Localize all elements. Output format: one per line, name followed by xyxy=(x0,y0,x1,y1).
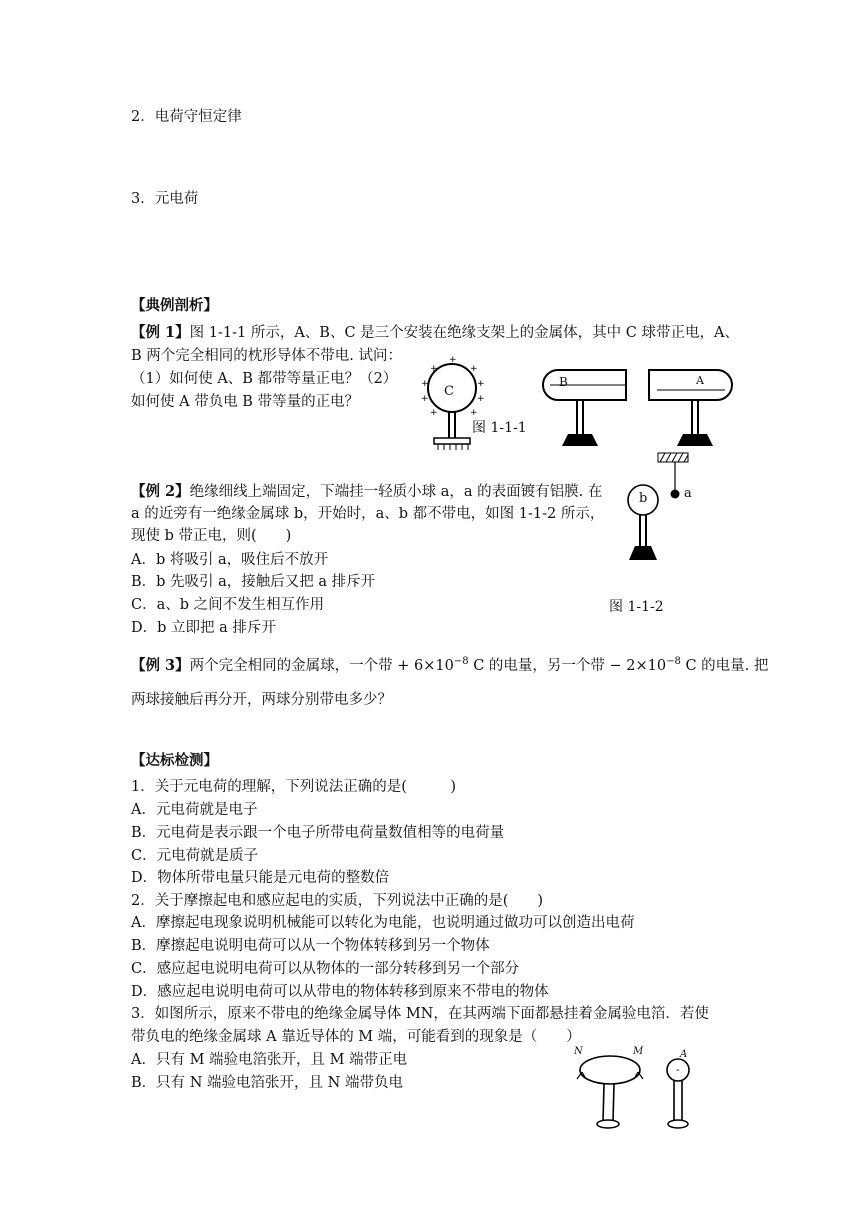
section-2-title: 2．电荷守恒定律 xyxy=(131,109,242,125)
example-3-text-a: 两个完全相同的金属球，一个带 + 6×10 xyxy=(189,657,454,674)
example-3-text-c: C 的电量. 把 xyxy=(680,657,769,674)
question-2-option-a: A．摩擦起电现象说明机械能可以转化为电能，也说明通过做功可以创造出电荷 xyxy=(131,915,635,931)
svg-text:+: + xyxy=(449,355,457,365)
question-1-option-a: A．元电荷就是电子 xyxy=(131,802,258,818)
figure-1-1-1-caption: 图 1-1-1 xyxy=(472,420,527,436)
svg-text:+: + xyxy=(421,394,429,404)
example-1-label: 【例 1】 xyxy=(131,324,190,341)
example-3-line-2: 两球接触后再分开，两球分别带电多少？ xyxy=(131,692,392,708)
example-1-text: 图 1-1-1 所示，A、B、C 是三个安装在绝缘支架上的金属体，其中 C 球带正电，A、 xyxy=(189,325,739,341)
section-3-title: 3．元电荷 xyxy=(131,191,199,207)
test-heading: 【达标检测】 xyxy=(131,752,218,769)
example-2-option-d: D．b 立即把 a 排斥开 xyxy=(131,620,276,636)
figure-1-1-2-label-b: b xyxy=(639,491,648,506)
figure-1-1-1-label-a: A xyxy=(696,374,704,387)
figure-1-1-1-sphere-c xyxy=(418,354,498,454)
figure-1-1-1-label-b: B xyxy=(559,375,568,389)
example-2-line-3: 现使 b 带正电，则( ) xyxy=(131,528,292,544)
figure-1-1-2-label-a: a xyxy=(684,486,692,501)
question-3-figure xyxy=(568,1048,698,1130)
figure-1-1-1-label-c: C xyxy=(444,384,454,399)
example-1-line-4: 如何使 A 带负电 B 带等量的正电？ xyxy=(131,394,360,410)
question-2-stem: 2．关于摩擦起电和感应起电的实质，下列说法中正确的是( ) xyxy=(131,893,544,909)
example-2-option-c: C．a、b 之间不发生相互作用 xyxy=(131,597,325,613)
svg-text:+: + xyxy=(470,408,478,418)
example-2-label: 【例 2】 xyxy=(131,483,190,500)
question-1-option-c: C．元电荷就是质子 xyxy=(131,848,259,864)
example-1-line-2: B 两个完全相同的枕形导体不带电. 试问： xyxy=(131,348,402,364)
question-1-stem: 1．关于元电荷的理解，下列说法正确的是( ) xyxy=(131,779,457,795)
question-1-option-b: B．元电荷是表示跟一个电子所带电荷量数值相等的电荷量 xyxy=(131,825,505,841)
question-3-line-1: 3．如图所示，原来不带电的绝缘金属导体 MN，在其两端下面都悬挂着金属验电箔．若使 xyxy=(131,1006,709,1022)
question-2-option-c: C．感应起电说明电荷可以从物体的一部分转移到另一个部分 xyxy=(131,961,520,977)
svg-text:+: + xyxy=(477,379,485,389)
example-3-label: 【例 3】 xyxy=(131,656,190,674)
question-3-sign: - xyxy=(676,1063,680,1076)
example-3-exponent-2: −8 xyxy=(666,656,681,667)
question-3-label-n: N xyxy=(574,1046,583,1057)
figure-1-1-1-body-b xyxy=(544,368,634,450)
example-2-option-b: B．b 先吸引 a，接触后又把 a 排斥开 xyxy=(131,574,376,590)
figure-1-1-2-caption: 图 1-1-2 xyxy=(609,599,664,615)
example-1-line-1 xyxy=(131,323,739,343)
question-3-label-m: M xyxy=(633,1046,644,1057)
example-2-line-1 xyxy=(131,482,602,502)
question-1-option-d: D．物体所带电量只能是元电荷的整数倍 xyxy=(131,870,390,886)
question-3-option-a: A．只有 M 端验电箔张开，且 M 端带正电 xyxy=(131,1052,408,1068)
example-2-line-2: a 的近旁有一绝缘金属球 b，开始时，a、b 都不带电，如图 1-1-2 所示， xyxy=(131,506,605,522)
question-3-line-2: 带负电的绝缘金属球 A 靠近导体的 M 端，可能看到的现象是（ ） xyxy=(131,1029,581,1045)
example-2-option-a: A．b 将吸引 a，吸住后不放开 xyxy=(131,552,329,568)
figure-1-1-2 xyxy=(615,450,705,565)
svg-text:+: + xyxy=(421,379,429,389)
svg-text:+: + xyxy=(430,408,438,418)
svg-text:+: + xyxy=(477,394,485,404)
example-2-text: 绝缘细线上端固定，下端挂一轻质小球 a，a 的表面镀有铝膜. 在 xyxy=(189,484,603,500)
question-3-label-a: A xyxy=(680,1049,688,1060)
question-2-option-b: B．摩擦起电说明电荷可以从一个物体转移到另一个物体 xyxy=(131,938,490,954)
examples-heading: 【典例剖析】 xyxy=(131,297,218,314)
svg-text:+: + xyxy=(470,364,478,374)
example-1-line-3: （1）如何使 A、B 都带等量正电？（2） xyxy=(131,371,398,387)
example-3-exponent-1: −8 xyxy=(453,656,469,667)
question-2-option-d: D．感应起电说明电荷可以从带电的物体转移到原来不带电的物体 xyxy=(131,984,549,1000)
question-3-option-b: B．只有 N 端验电箔张开，且 N 端带负电 xyxy=(131,1075,403,1091)
example-3-line-1 xyxy=(131,652,768,676)
figure-1-1-1-body-a xyxy=(647,368,742,450)
svg-text:+: + xyxy=(430,364,438,374)
example-3-text-b: C 的电量，另一个带 − 2×10 xyxy=(468,657,667,674)
